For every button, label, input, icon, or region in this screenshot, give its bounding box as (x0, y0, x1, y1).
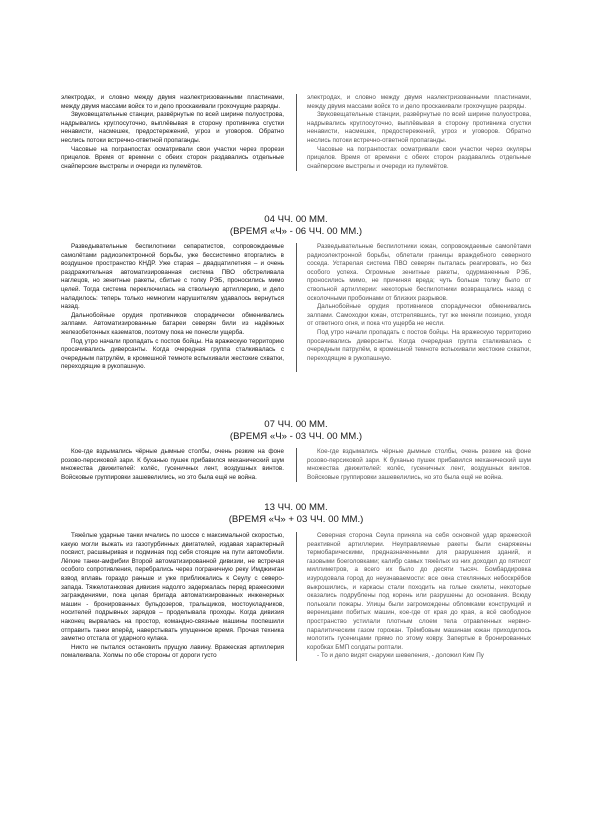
paragraph: Северная сторона Сеула приняла на себя основной удар вражеской реактивной артиллерии. Неуправляемые ракеты были снаряжены термобарическими, предназначенными для разрушения зданий, и газовыми боеголовками; калибр самых тяжёлых из них доходил до пятисот миллиметров, а всего их было до десяти тысяч. Бомбардировка изуродовала город до неузнаваемости: все окна стеклянных небоскрёбов выкрошились, и каркасы стали походить на голые скелеты, некоторые оказались подрублены под корень или разрушены до основания. Всюду полыхали пожары. Улицы были загромождены обломками конструкций и вереницами побитых машин, кое-где от края до края, а всё свободное пространство устилали плотным слоем тела отравленных нервно-паралитическим газом горожан. Трёмбовым машинам южан приходилось молотить гусеницами прямо по этому ковру. Запертые в бронированных коробках БМП солдаты роптали. (307, 532, 531, 651)
paragraph: Звуковещательные станции, развёрнутые по всей ширине полуострова, надрывались круглосуточно, выплёвывая в сторону противника сгустки ненависти, насмешек, предостережений, угроз и уговоров. Обратно неслись потоки встречно-ответной пропаганды. (61, 111, 284, 144)
section-heading (61, 419, 531, 443)
heading-time: 07 ЧЧ. 00 ММ. (264, 419, 328, 430)
right-column (296, 448, 531, 482)
right-column (296, 532, 531, 661)
paragraph: электродах, и словно между двумя наэлектризованными пластинами, между двумя массами войск то и дело проскакивали грохочущие разряды. (307, 94, 531, 110)
right-column (296, 94, 531, 171)
paragraph: Звуковещательные станции, развёрнутые по всей ширине полуострова, надрывались круглосуточно, выплёвывая в сторону противника сгустки ненависти, насмешек, предостережений, угроз и уговоров. Обратно неслись потоки встречно-ответной пропаганды. (307, 111, 531, 144)
paragraph: электродах, и словно между двумя наэлектризованными пластинами, между двумя массами войск то и дело проскакивали грохочущие разряды. (61, 94, 284, 110)
paragraph: Никто не пытался остановить прущую лавину. Вражеская артиллерия помалкивала. Холмы по обе стороны от дороги густо (61, 643, 284, 660)
paragraph: Часовые на погранпостах осматривали свои участки через прорези прицелов. Время от времени с обеих сторон раздавались отдельные снайперские выстрелы и очереди из пулемётов. (61, 145, 284, 170)
section-heading (61, 214, 531, 238)
text-block-1300 (61, 532, 531, 661)
paragraph: Разведывательные беспилотники южан, сопровождаемые самолётами радиоэлектронной борьбы, облетали границы враждебного северного соседа. Устарелая система ПВО северян пыталась реагировать, но без особого успеха. Огромные зенитные ракеты, одурманенные РЭБ, проносились мимо, не причиняя вреда; чуть больше толку было от ствольной артиллерии: некоторые беспилотники возвращались назад с осколочными пробоинами от близких разрывов. (307, 243, 531, 302)
section-heading (61, 502, 531, 526)
paragraph: Под утро начали пропадать с постов бойцы. На вражескую территорию просачивались диверсанты. Когда очередная группа сталкивалась с очередным патрулём, в кромешной темноте вспыхивали жестокие схватки, переходящие в рукопашную. (307, 328, 531, 362)
left-column (61, 532, 296, 661)
paragraph: Кое-где вздымались чёрные дымные столбы, очень резкие на фоне розово-персиковой зари. К буханью пушек прибавился механический шум множества движителей: колёс, гусеничных лент, воздушных винтов. Войсковые группировки зашевелились, но это была ещё не война. (61, 448, 284, 481)
heading-relative-time: (ВРЕМЯ «Ч» + 03 ЧЧ. 00 ММ.) (228, 514, 364, 525)
heading-time: 13 ЧЧ. 00 ММ. (264, 502, 328, 513)
paragraph: Дальнобойные орудия противников спорадически обменивались залпами. Автоматизированные батареи северян били из надёжных железобетонных казематов, поэтому пока не понесли ущерба. (61, 311, 284, 336)
paragraph: Под утро начали пропадать с постов бойцы. На вражескую территорию просачивались диверсанты. Когда очередная группа сталкивалась с очередным патрулём, в кромешной темноте вспыхивали жестокие схватки, переходящие в рукопашную. (61, 337, 284, 371)
paragraph: Часовые на погранпостах осматривали свои участки через окуляры прицелов. Время от времени с обеих сторон раздавались отдельные снайперские выстрелы и очереди из пулемётов. (307, 145, 531, 170)
text-block-0700 (61, 448, 531, 482)
right-column (296, 243, 531, 372)
left-column (61, 243, 296, 372)
paragraph: Кое-где вздымались чёрные дымные столбы, очень резкие на фоне розово-персиковой зари. К буханью пушек прибавился механический шум множества движителей: колёс, гусеничных лент, воздушных винтов. Войсковые группировки зашевелились, но это была ещё не война. (307, 448, 531, 481)
heading-time: 04 ЧЧ. 00 ММ. (264, 214, 328, 225)
paragraph: Разведывательные беспилотники сепаратистов, сопровождаемые самолётами радиоэлектронной борьбы, уже бессистемно вторгались в воздушное пространство КНДР. Уже старая – двадцатилетняя – и очень раздражительная автоматизированная система ПВО обстреливала наглецов, но зенитные ракеты, сбитые с толку РЭБ, проносились мимо целей. Тогда система переключилась на ствольную артиллерию, и дело наладилось: теперь только немногим нарушителям удавалось вернуться назад. (61, 243, 284, 311)
text-block-0400 (61, 243, 531, 372)
left-column (61, 94, 296, 171)
paragraph: - То и дело видят снаружи шевеления, - доложил Ким Пу (317, 652, 484, 660)
heading-relative-time: (ВРЕМЯ «Ч» - 03 ЧЧ. 00 ММ.) (229, 431, 363, 442)
paragraph: Дальнобойные орудия противников спорадически обменивались залпами. Самоходки южан, отстрелявшись, тут же меняли позицию, уходя от ответного огня, и пока что ущерба не несли. (307, 303, 531, 328)
text-block-intro (61, 94, 531, 171)
left-column (61, 448, 296, 482)
paragraph: Тяжёлые ударные танки мчались по шоссе с максимальной скоростью, какую могли выжать из газотурбинных двигателей, издавая характерный посвист, расшвыривая и подминая под себя стоящие на пути автомобили. Лёгкие танки-амфибии Второй автоматизированной дивизии, не встречая особого сопротивления, перебрались через пограничную реку Имджинган взвод вплавь гораздо раньше и уже приближались к Сеулу с северо-запада. Тяжелотанковая дивизия надолго задержалась перед вражескими заграждениями, пока целая бригада автоматизированных инженерных машин - бронированных бульдозеров, тральщиков, мостоукладчиков, носителей подрывных зарядов – проделывала проходы. Когда дивизия наконец вырвалась на простор, командно-связные машины поспешили отправить танки вперёд, наверстывать упущенное время. Прочая техника заметно отстала от ударного кулака. (61, 532, 284, 643)
heading-relative-time: (ВРЕМЯ «Ч» - 06 ЧЧ. 00 ММ.) (229, 226, 363, 237)
